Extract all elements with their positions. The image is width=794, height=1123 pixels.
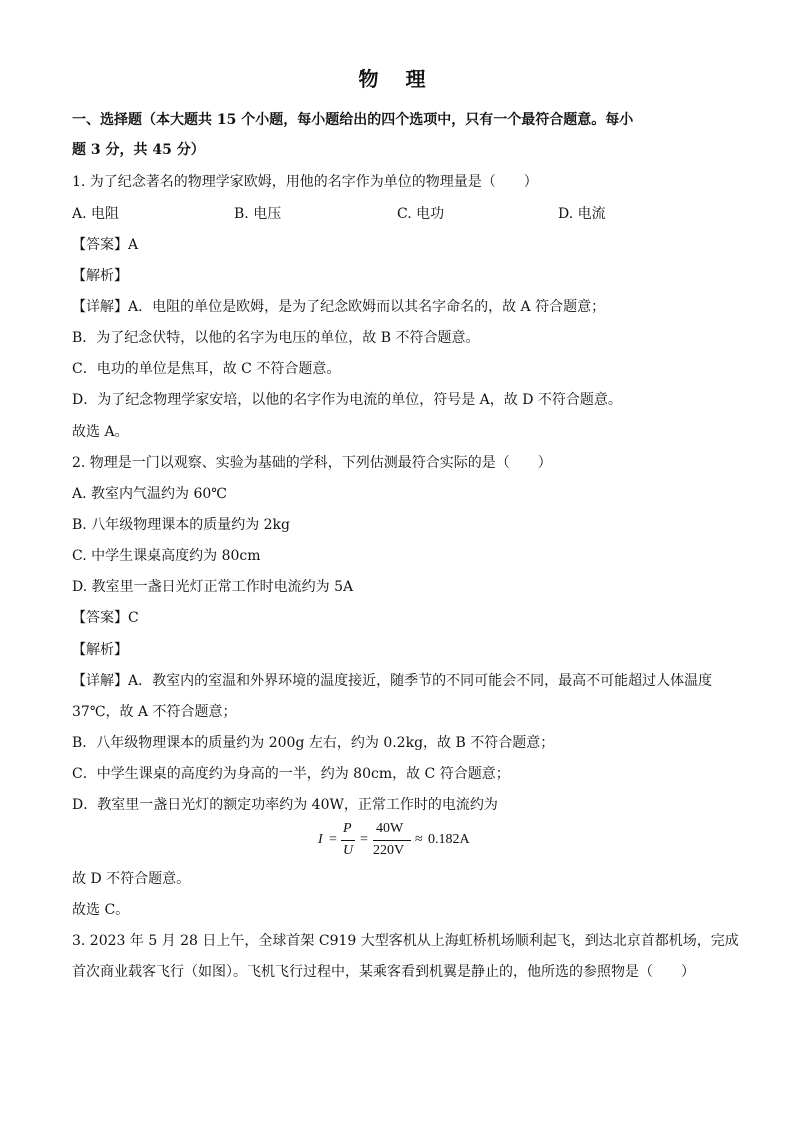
q1-option-d: D. 电流 (558, 206, 606, 222)
q2-option-c: C. 中学生课桌高度约为 80cm (72, 548, 261, 564)
q3-stem-line1: 3. 2023 年 5 月 28 日上午，全球首架 C919 大型客机从上海虹桥机场顺利起飞，到达北京首都机场，完成 (72, 933, 739, 949)
q1-option-c: C. 电功 (397, 206, 445, 222)
q2-answer: 【答案】C (72, 610, 139, 626)
q1-analysis-label: 【解析】 (72, 268, 128, 284)
q3-stem-line2: 首次商业载客飞行（如图）。飞机飞行过程中，某乘客看到机翼是静止的，他所选的参照物是（ ） (72, 964, 695, 980)
q1-option-b: B. 电压 (234, 206, 282, 222)
formula-approx: ≈ (415, 832, 423, 847)
formula-denominator: U (343, 843, 354, 858)
q1-answer: 【答案】A (72, 237, 139, 253)
q2-detail-line: C．中学生课桌的高度约为身高的一半，约为 80cm，故 C 符合题意； (72, 766, 510, 782)
fraction-bar (341, 840, 355, 841)
section-heading-line2: 题 3 分，共 45 分） (72, 142, 205, 158)
section-heading-line1: 一、选择题（本大题共 15 个小题，每小题给出的四个选项中，只有一个最符合题意。每小 (72, 112, 634, 128)
q2-option-a: A. 教室内气温约为 60℃ (72, 486, 227, 502)
formula-lhs: I (318, 832, 323, 847)
fraction-bar (373, 840, 411, 841)
q1-conclusion: 故选 A。 (72, 424, 129, 440)
q1-detail-line: C．电功的单位是焦耳，故 C 不符合题意。 (72, 361, 341, 377)
q2-detail-line: B．八年级物理课本的质量约为 200g 左右，约为 0.2kg，故 B 不符合题意； (72, 735, 555, 751)
q2-conclusion-line: 故选 C。 (72, 902, 130, 918)
formula-numerator: 40W (376, 821, 404, 836)
formula-numerator: P (343, 821, 352, 836)
q2-detail-line: D．教室里一盏日光灯的额定功率约为 40W，正常工作时的电流约为 (72, 797, 498, 813)
q2-detail-line: 【详解】A．教室内的室温和外界环境的温度接近，随季节的不同可能会不同，最高不可能超过人体温度 (72, 673, 713, 689)
q2-stem: 2. 物理是一门以观察、实验为基础的学科，下列估测最符合实际的是（ ） (72, 455, 552, 471)
formula-equals: = (360, 832, 368, 847)
formula-equals: = (329, 832, 337, 847)
q2-detail-line: 37℃，故 A 不符合题意； (72, 704, 237, 720)
q1-detail-line: D．为了纪念物理学家安培，以他的名字作为电流的单位，符号是 A，故 D 不符合题意。 (72, 392, 622, 408)
q2-analysis-label: 【解析】 (72, 642, 128, 658)
q1-detail-line: 【详解】A．电阻的单位是欧姆，是为了纪念欧姆而以其名字命名的，故 A 符合题意； (72, 299, 606, 315)
formula-denominator: 220V (373, 843, 405, 858)
q2-conclusion-line: 故 D 不符合题意。 (72, 871, 191, 887)
q1-stem: 1. 为了纪念著名的物理学家欧姆，用他的名字作为单位的物理量是（ ） (72, 174, 538, 190)
q2-option-d: D. 教室里一盏日光灯正常工作时电流约为 5A (72, 579, 354, 595)
q1-detail-line: B．为了纪念伏特，以他的名字为电压的单位，故 B 不符合题意。 (72, 330, 480, 346)
q2-option-b: B. 八年级物理课本的质量约为 2kg (72, 517, 290, 533)
current-formula (318, 818, 488, 864)
q1-option-a: A. 电阻 (72, 206, 120, 222)
page-title: 物 理 (358, 67, 436, 91)
formula-result: 0.182A (428, 832, 470, 847)
